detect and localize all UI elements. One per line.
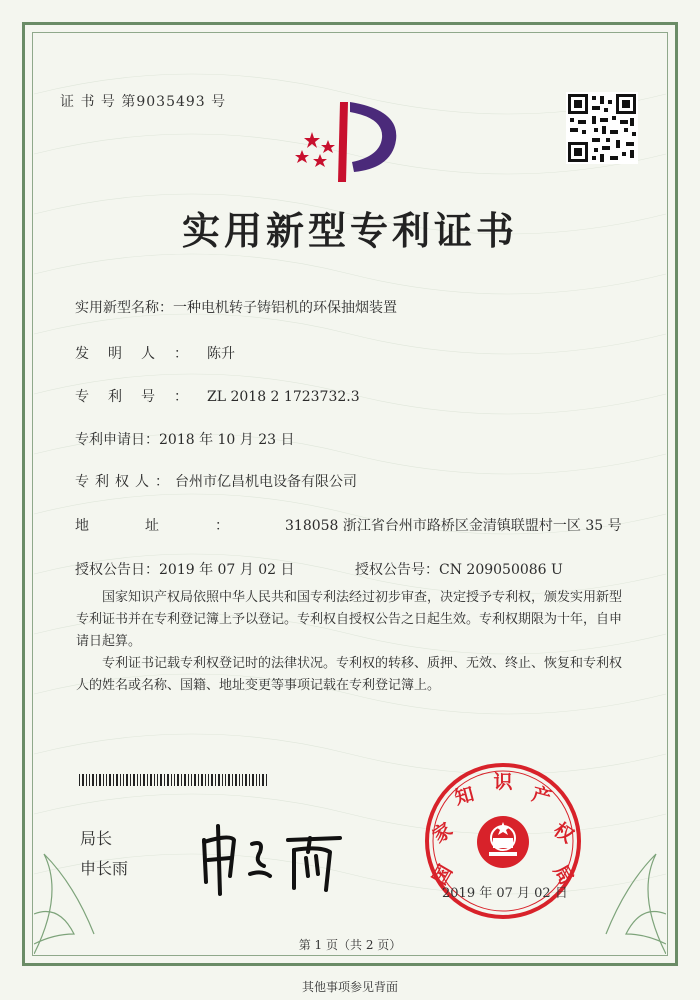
field-label: 授权公告日： [75,562,159,578]
field-label: 地址： [75,518,285,534]
field-value: 一种电机转子铸铝机的环保抽烟装置 [173,300,397,316]
field-label: 发明人： [75,346,207,362]
field-value: 2018 年 10 月 23 日 [159,432,295,448]
seal-date: 2019 年 07 月 02 日 [442,886,568,901]
utility-model-name-field [75,297,397,317]
field-value: CN 209050086 U [439,562,563,578]
grant-date-field [75,559,295,579]
field-label: 实用新型名称： [75,300,173,316]
footer-note: 其他事项参见背面 [301,980,398,994]
svg-text:权: 权 [549,818,578,848]
grant-publication-number-field [355,559,563,579]
svg-text:知: 知 [452,783,477,810]
director-name: 申长雨 [80,859,129,878]
field-label: 授权公告号： [355,562,439,578]
grant-statement-paragraph: 国家知识产权局依照中华人民共和国专利法经过初步审查，决定授予专利权，颁发实用新型专利证书并在专利登记簿上予以登记。专利权自授权公告之日起生效。专利权期限为十年，自申请日起算。 [76,590,623,649]
field-value: ZL 2018 2 1723732.3 [207,389,360,405]
field-value: 318058 浙江省台州市路桥区金清镇联盟村一区 35 号 [285,518,622,534]
qr-code-icon [566,92,638,164]
handwritten-signature [190,818,350,898]
field-value: 2019 年 07 月 02 日 [159,562,295,578]
svg-text:家: 家 [428,818,457,848]
certificate-number: 证 书 号 第9035493 号 [60,94,227,110]
patent-number-field [75,386,360,406]
inventor-field [75,343,235,363]
application-date-field [75,429,295,449]
field-value: 陈升 [207,346,235,362]
svg-text:识: 识 [493,771,513,793]
svg-text:国: 国 [428,861,458,889]
address-field [75,515,622,535]
svg-text:产: 产 [529,783,554,810]
patentee-field [75,471,357,491]
certificate-title: 实用新型专利证书 [181,208,518,253]
field-label: 专利申请日： [75,432,159,448]
legal-status-paragraph: 专利证书记载专利权登记时的法律状况。专利权的转移、质押、无效、终止、恢复和专利权人的姓名或名称、国籍、地址变更等事项记载在专利登记簿上。 [76,656,623,693]
barcode-icon [79,774,269,786]
field-label: 专利号： [75,389,207,405]
director-title: 局长 [80,829,113,848]
svg-text:局: 局 [548,861,578,889]
sipo-logo-icon [292,92,412,188]
page-number: 第 1 页（共 2 页） [298,938,402,952]
field-value: 台州市亿昌机电设备有限公司 [175,474,357,490]
field-label: 专利权人： [75,474,175,490]
